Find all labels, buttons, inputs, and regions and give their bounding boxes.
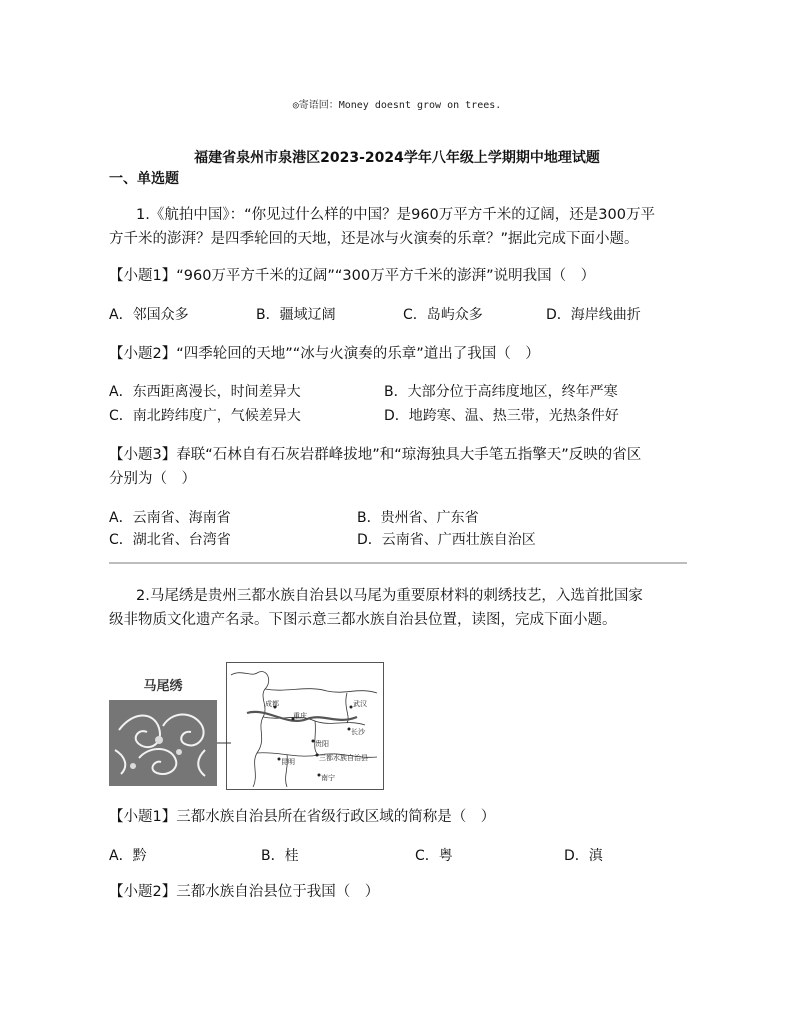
- question-1-stem: [109, 203, 689, 251]
- option-d[interactable]: D．海岸线曲折: [546, 307, 641, 323]
- option-c[interactable]: C．湖北省、台湾省: [109, 532, 231, 548]
- question-2-sub1-options: [109, 845, 689, 865]
- option-c[interactable]: C．岛屿众多: [403, 307, 483, 323]
- option-a[interactable]: A．东西距离漫长，时间差异大: [109, 384, 301, 400]
- map-label: 成都: [265, 700, 279, 708]
- map-boundaries: [227, 663, 383, 789]
- map-label: 三都水族自治县: [319, 754, 368, 762]
- embroidery-pattern-icon: [109, 700, 217, 786]
- question-1-sub3-stem-line2: 分别为（ ）: [109, 471, 196, 487]
- question-1-sub1-options: [109, 304, 689, 324]
- option-a[interactable]: A．云南省、海南省: [109, 510, 231, 526]
- option-d[interactable]: D．地跨寒、温、热三带，光热条件好: [384, 408, 619, 424]
- embroidery-photo: [109, 700, 217, 786]
- option-b[interactable]: B．桂: [261, 848, 299, 864]
- option-d[interactable]: D．滇: [564, 848, 603, 864]
- option-b[interactable]: B．疆域辽阔: [256, 307, 336, 323]
- motto-header: ◎寄语回：Money doesnt grow on trees.: [292, 100, 502, 111]
- option-d[interactable]: D．云南省、广西壮族自治区: [357, 532, 536, 548]
- question-1-stem-line2: 方千米的澎湃？是四季轮回的天地，还是冰与火演奏的乐章？”据此完成下面小题。: [109, 231, 639, 247]
- question-2-sub1-stem: 【小题1】三都水族自治县所在省级行政区域的简称是（ ）: [109, 809, 496, 825]
- question-1-sub2-options: [109, 381, 689, 429]
- map-label: 贵阳: [315, 740, 329, 748]
- map-label: 重庆: [293, 712, 307, 720]
- option-a[interactable]: A．邻国众多: [109, 307, 189, 323]
- figure-connector: [217, 740, 231, 746]
- question-2-stem-line2: 级非物质文化遗产名录。下图示意三都水族自治县位置，读图，完成下面小题。: [109, 612, 617, 628]
- question-1-sub2-stem: 【小题2】“四季轮回的天地”“冰与火演奏的乐章”道出了我国（ ）: [109, 346, 540, 362]
- question-1-stem-line1: 1.《航拍中国》：“你见过什么样的中国？是960万平方千米的辽阔，还是300万平: [136, 207, 655, 223]
- map-label: 武汉: [353, 700, 367, 708]
- question-1-sub3-stem: [109, 443, 689, 491]
- map-label: 长沙: [351, 728, 365, 736]
- option-b[interactable]: B．贵州省、广东省: [357, 510, 479, 526]
- option-c[interactable]: C．粤: [415, 848, 453, 864]
- question-1-sub3-options: [109, 507, 689, 555]
- option-b[interactable]: B．大部分位于高纬度地区，终年严寒: [384, 384, 618, 400]
- map-label: 昆明: [281, 758, 295, 766]
- question-2-stem: [109, 584, 689, 632]
- question-1-sub1-stem: 【小题1】“960万平方千米的辽阔”“300万平方千米的澎湃”说明我国（ ）: [109, 268, 596, 284]
- location-map: [226, 662, 384, 790]
- section-heading: 一、单选题: [109, 171, 179, 187]
- section-divider: [109, 562, 687, 564]
- question-2-sub2-stem: 【小题2】三都水族自治县位于我国（ ）: [109, 884, 380, 900]
- option-c[interactable]: C．南北跨纬度广，气候差异大: [109, 408, 301, 424]
- map-label: 南宁: [321, 774, 335, 782]
- page-title: 福建省泉州市泉港区2023-2024学年八年级上学期期中地理试题: [194, 150, 600, 166]
- question-1-sub3-stem-line1: 【小题3】春联“石林自有石灰岩群峰拔地”和“琼海独具大手笔五指擎天”反映的省区: [109, 447, 642, 463]
- question-2-stem-line1: 2.马尾绣是贵州三都水族自治县以马尾为重要原材料的刺绣技艺，入选首批国家: [136, 588, 643, 604]
- photo-caption: 马尾绣: [143, 679, 183, 694]
- option-a[interactable]: A．黔: [109, 848, 147, 864]
